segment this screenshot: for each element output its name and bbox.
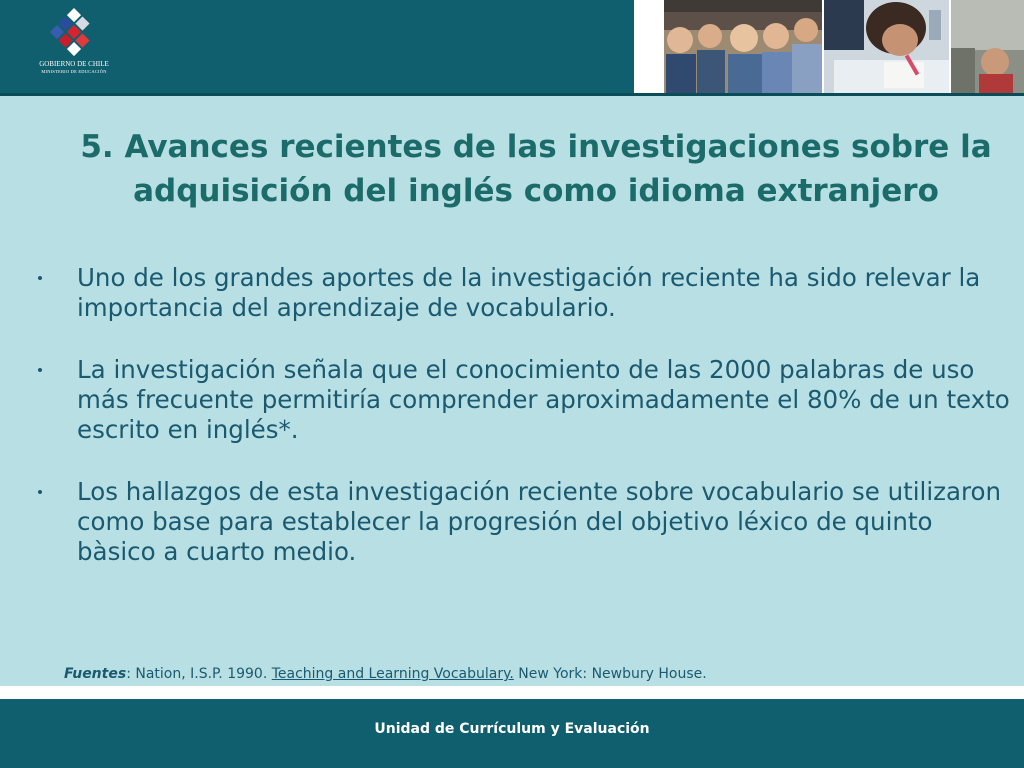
bullet-item — [30, 263, 1010, 323]
footer-text: Unidad de Currículum y Evaluación — [374, 721, 650, 737]
slide-title: 5. Avances recientes de las investigaciones sobre la adquisición del inglés como idioma extranjero — [80, 129, 992, 209]
logo-text-ministerio: MINISTERIO DE EDUCACIÓN — [41, 69, 107, 74]
gobierno-de-chile-logo — [24, 4, 124, 84]
bullet-text: La investigación señala que el conocimiento de las 2000 palabras de uso más frecuente permitiría comprender aproximadamente el 80% de un texto escrito en inglés*. — [77, 355, 1010, 444]
child-writing-photo — [824, 0, 949, 95]
sources-publisher: New York: Newbury House. — [513, 666, 707, 682]
header-divider — [0, 93, 1024, 96]
sources-author: : Nation, I.S.P. 1990. — [126, 666, 272, 682]
bullet-item — [30, 355, 1010, 445]
bullet-dot-icon — [38, 490, 42, 494]
sources-book-title: Teaching and Learning Vocabulary. — [271, 666, 514, 682]
bullet-text: Los hallazgos de esta investigación reciente sobre vocabulario se utilizaron como base para establecer la progresión del objetivo léxico de quinto bàsico a cuarto medio. — [77, 477, 1002, 566]
flag-cubes-icon — [38, 4, 110, 58]
classroom-photo — [951, 0, 1024, 95]
bullet-dot-icon — [38, 368, 42, 372]
sources-citation — [64, 665, 1004, 683]
header-bar — [0, 0, 1024, 95]
footer-bar — [0, 699, 1024, 768]
photo-strip — [634, 0, 1024, 95]
footer-divider-band — [0, 686, 1024, 699]
students-photo — [664, 0, 822, 95]
bullet-list — [30, 263, 1010, 599]
bullet-item — [30, 477, 1010, 567]
sources-label: Fuentes — [64, 666, 127, 682]
bullet-text: Uno de los grandes aportes de la investigación reciente ha sido relevar la importancia del aprendizaje de vocabulario. — [77, 263, 981, 322]
logo-text-gobierno: GOBIERNO DE CHILE — [39, 60, 109, 68]
bullet-dot-icon — [38, 276, 42, 280]
